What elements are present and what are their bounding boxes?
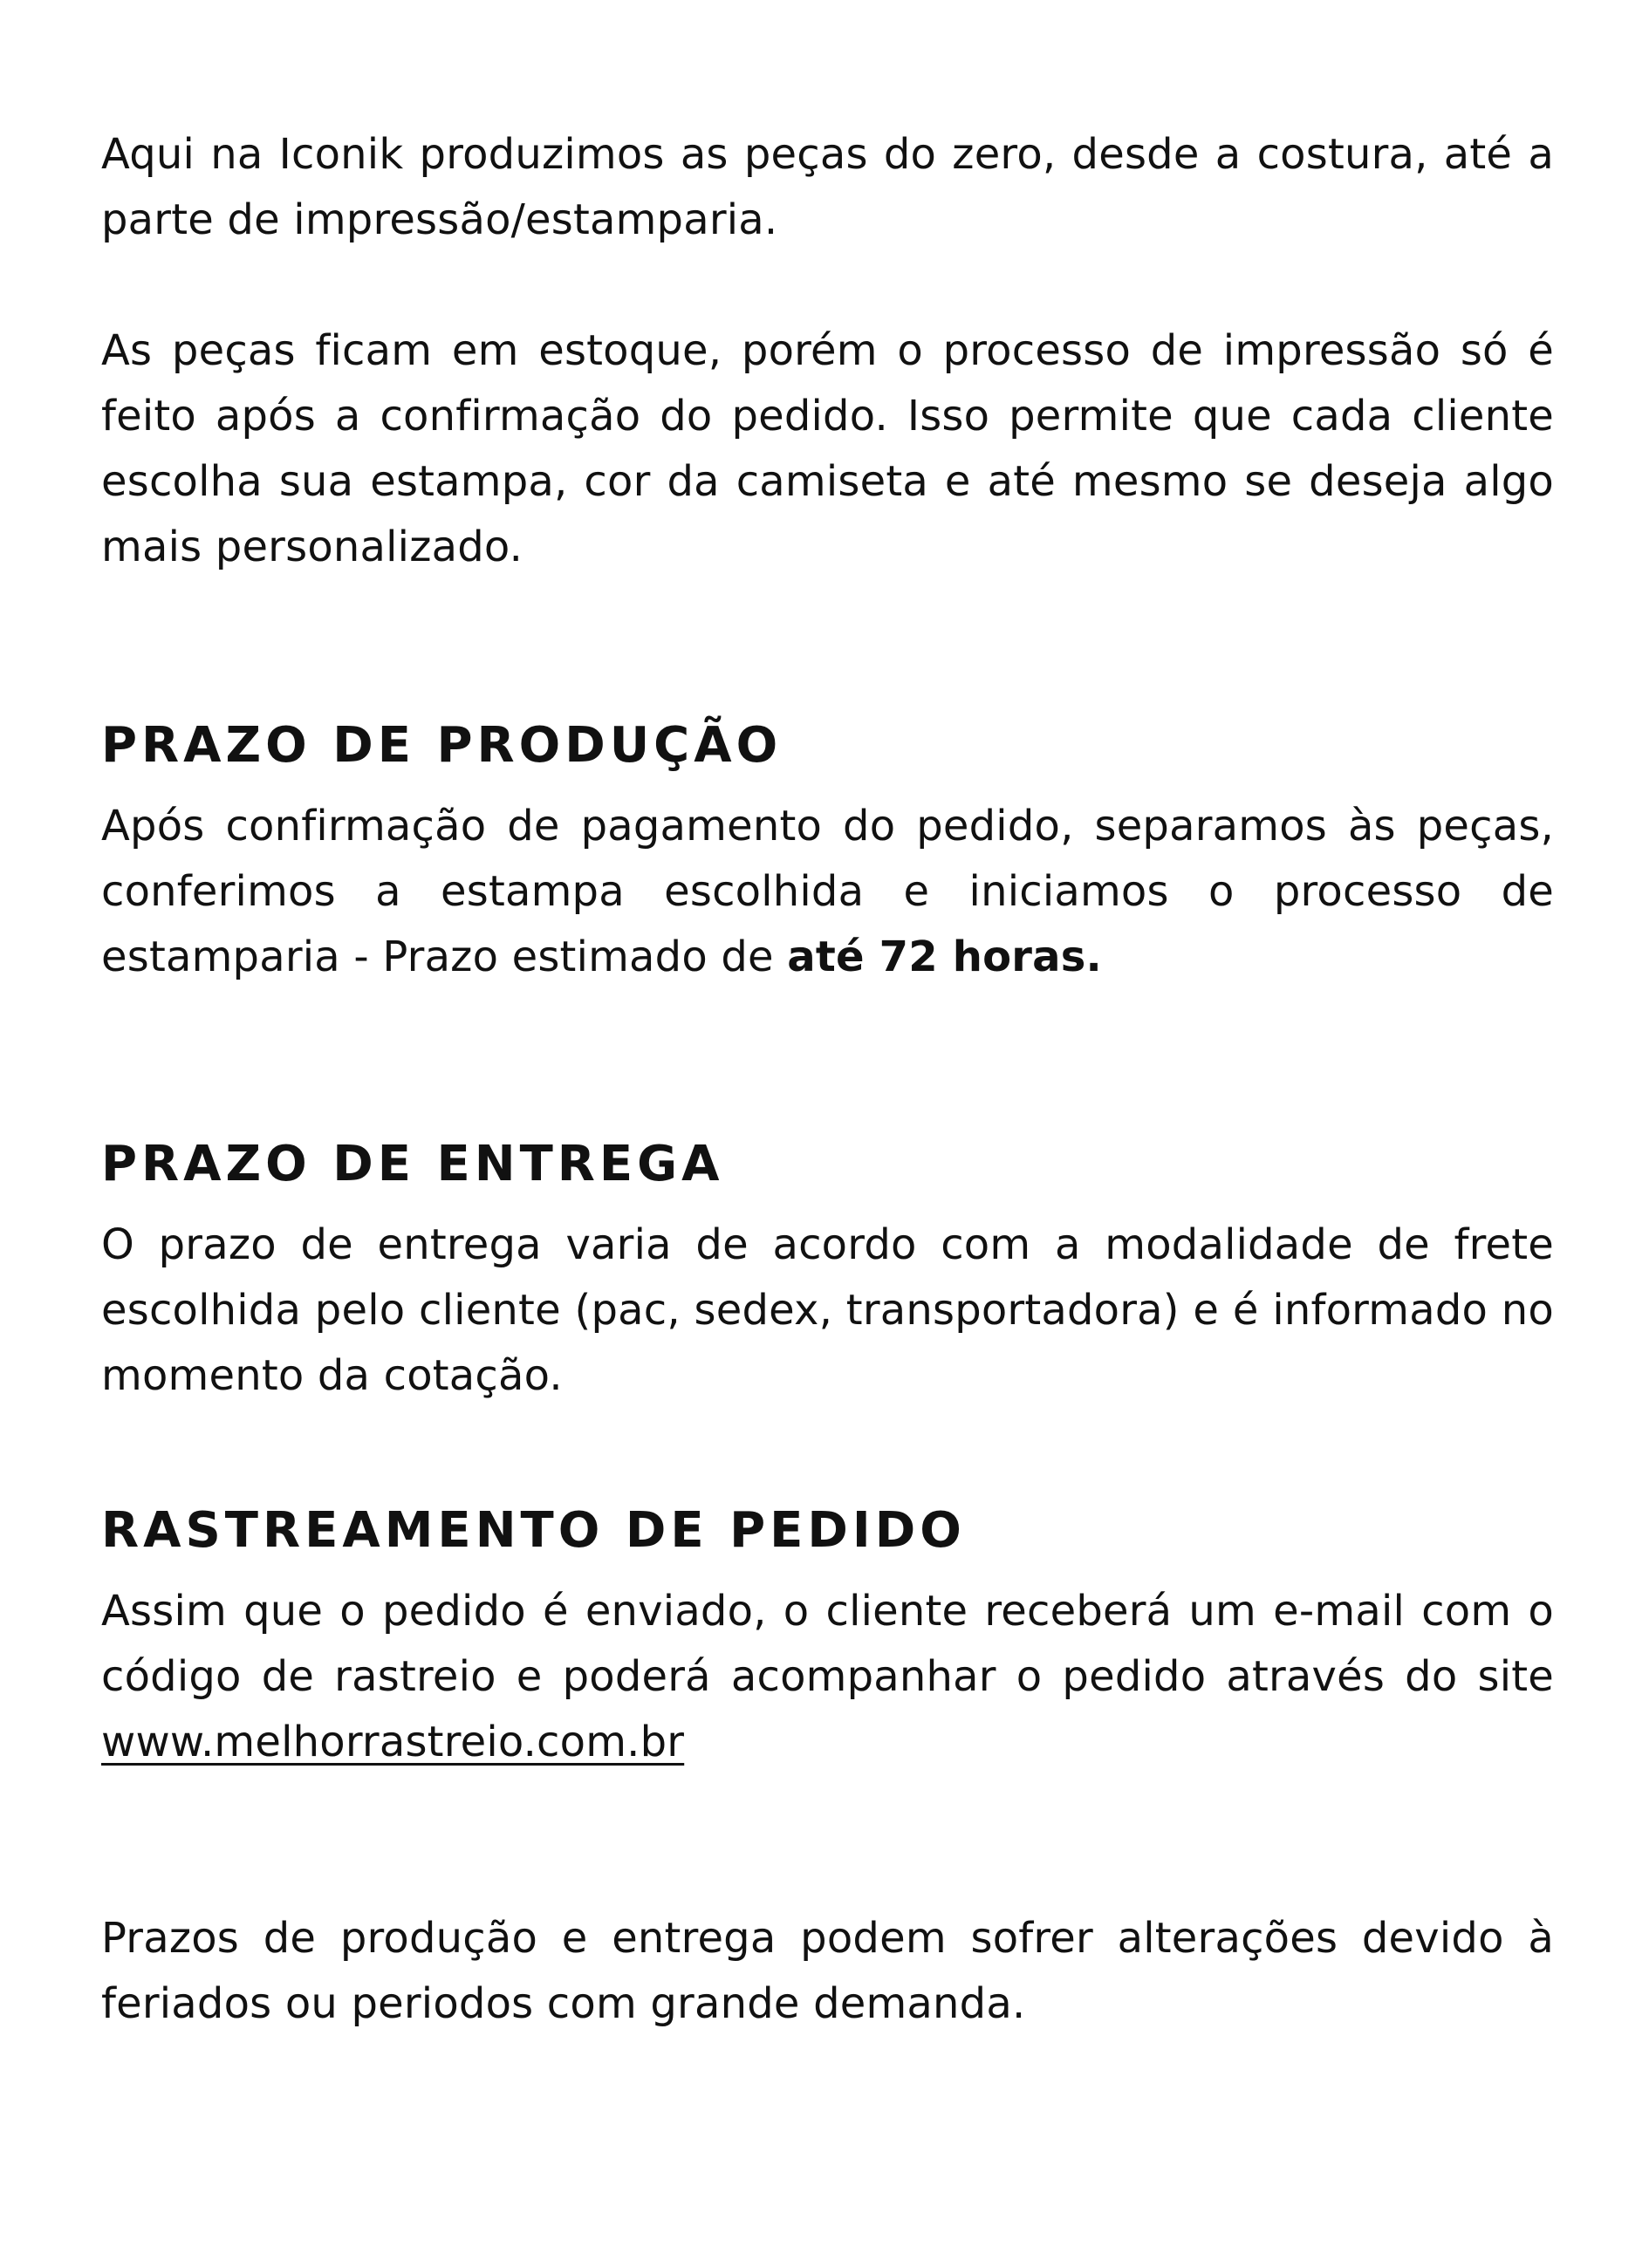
tracking-site-link[interactable]: www.melhorrastreio.com.br <box>101 1718 685 1766</box>
production-time-highlight: até 72 horas. <box>787 932 1102 981</box>
footer-note: Prazos de produção e entrega podem sofrer alterações devido à feriados ou periodos com grande demanda. <box>101 1914 1554 2028</box>
order-tracking-paragraph <box>101 1579 1554 1775</box>
order-tracking-heading: RASTREAMENTO DE PEDIDO <box>101 1502 966 1559</box>
document-page <box>101 122 1554 2037</box>
production-time-paragraph <box>101 794 1554 990</box>
production-time-text: Após confirmação de pagamento do pedido, separamos às peças, conferimos a estampa escolhida e iniciamos o processo de estamparia - Prazo estimado de <box>101 802 1554 981</box>
production-time-heading: PRAZO DE PRODUÇÃO <box>101 717 783 774</box>
delivery-time-heading: PRAZO DE ENTREGA <box>101 1136 724 1192</box>
intro-paragraph-1: Aqui na Iconik produzimos as peças do zero, desde a costura, até a parte de impressão/estamparia. <box>101 130 1554 244</box>
intro-paragraph-2: As peças ficam em estoque, porém o processo de impressão só é feito após a confirmação do pedido. Isso permite que cada cliente escolha sua estampa, cor da camiseta e até mesmo se deseja algo mais personalizado. <box>101 326 1554 571</box>
order-tracking-text: Assim que o pedido é enviado, o cliente receberá um e-mail com o código de rastreio e poderá acompanhar o pedido através do site <box>101 1587 1554 1701</box>
delivery-time-paragraph: O prazo de entrega varia de acordo com a modalidade de frete escolhida pelo cliente (pac, sedex, transportadora) e é informado no momento da cotação. <box>101 1220 1554 1400</box>
